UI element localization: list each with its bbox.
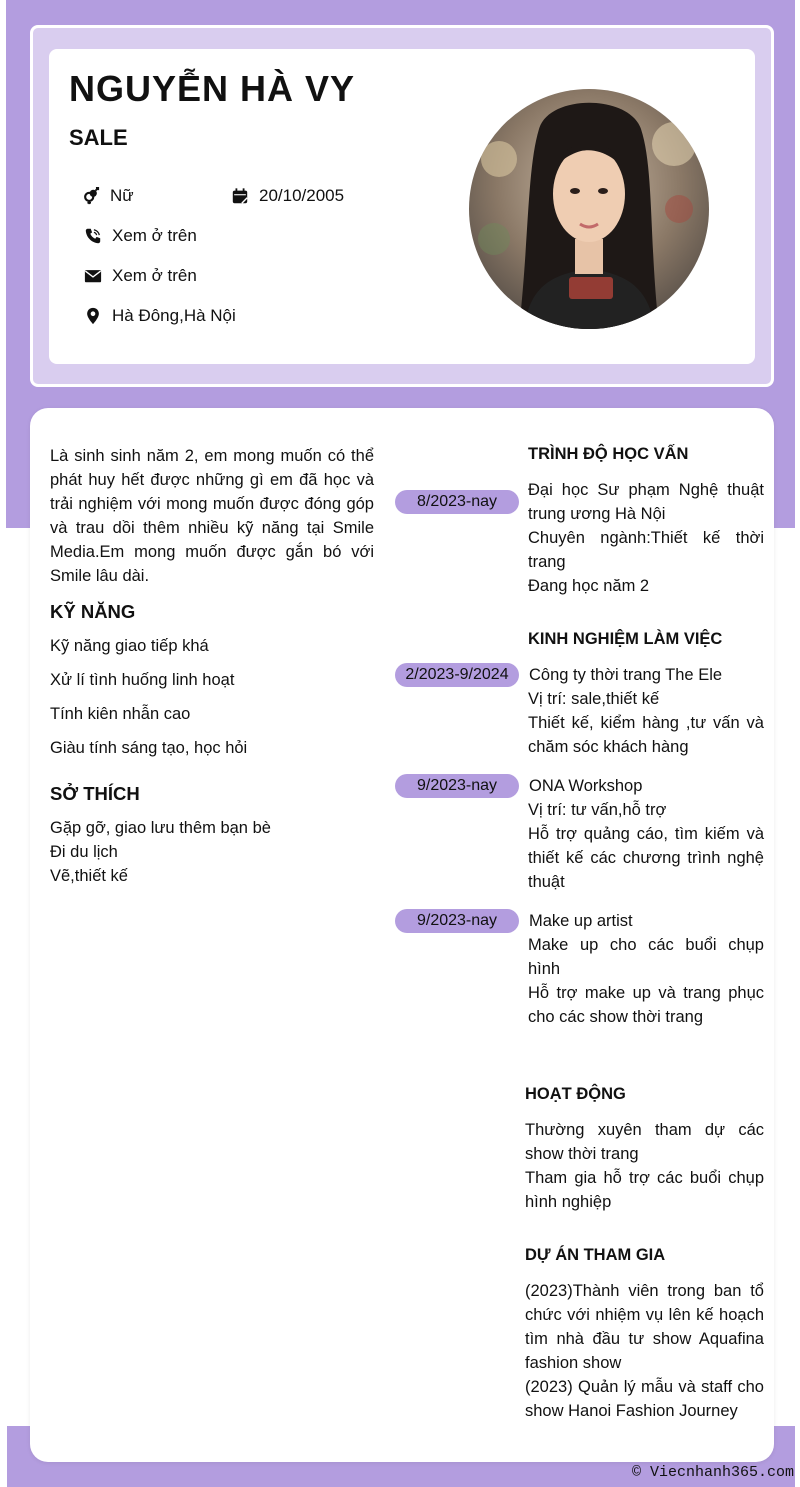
profile-photo bbox=[469, 89, 709, 329]
job-company: Make up artist bbox=[529, 912, 633, 930]
education-period-badge: 8/2023-nay bbox=[395, 490, 519, 514]
job-position: Make up cho các buổi chụp hình bbox=[528, 936, 764, 978]
hobby-item: Gặp gỡ, giao lưu thêm bạn bè bbox=[50, 819, 271, 837]
job-role: SALE bbox=[69, 125, 128, 150]
job-period-badge: 9/2023-nay bbox=[395, 774, 519, 798]
skill-item: Tính kiên nhẫn cao bbox=[50, 705, 191, 723]
activity-item: Tham gia hỗ trợ các buổi chụp hình nghiệp bbox=[525, 1169, 764, 1211]
project-item: (2023) Quản lý mẫu và staff cho show Hanoi Fashion Journey bbox=[525, 1378, 764, 1420]
education-title: TRÌNH ĐỘ HỌC VẤN bbox=[528, 445, 689, 463]
job-company: Công ty thời trang The Ele bbox=[529, 666, 723, 684]
project-item: (2023)Thành viên trong ban tổ chức với nhiệm vụ lên kế hoạch tìm nhà đầu tư show Aquafina fashion show bbox=[525, 1282, 764, 1372]
job-company: ONA Workshop bbox=[529, 777, 643, 795]
birthdate-info bbox=[231, 186, 344, 206]
envelope-icon bbox=[84, 267, 102, 285]
candidate-name: NGUYỄN HÀ VY bbox=[69, 68, 356, 109]
skill-item: Xử lí tình huống linh hoạt bbox=[50, 671, 235, 689]
career-objective: Là sinh sinh năm 2, em mong muốn có thể phát huy hết được những gì em đã học và trải nghiệm với mong muốn được đóng góp và trau dồi thêm nhiều kỹ năng tại Smile Media.Em mong muốn được gắn bó với Smile lâu dài. bbox=[50, 447, 374, 585]
job-period-badge: 9/2023-nay bbox=[395, 909, 519, 933]
education-status: Đang học năm 2 bbox=[528, 577, 650, 595]
gender-info bbox=[82, 186, 134, 206]
phone-value: Xem ở trên bbox=[112, 226, 197, 245]
hobbies-title: SỞ THÍCH bbox=[50, 783, 140, 804]
location-pin-icon bbox=[84, 307, 102, 325]
gender-value: Nữ bbox=[110, 186, 134, 205]
email-value: Xem ở trên bbox=[112, 266, 197, 285]
activity-item: Thường xuyên tham dự các show thời trang bbox=[525, 1121, 764, 1163]
footer-copyright: © Viecnhanh365.com bbox=[631, 1464, 794, 1481]
address-info bbox=[84, 306, 236, 326]
experience-title: KINH NGHIỆM LÀM VIỆC bbox=[528, 630, 723, 648]
skill-item: Giàu tính sáng tạo, học hỏi bbox=[50, 739, 248, 757]
skills-title: KỸ NĂNG bbox=[50, 601, 136, 622]
education-school: Đại học Sư phạm Nghệ thuật trung ương Hà Nội bbox=[528, 481, 764, 523]
education-major: Chuyên ngành:Thiết kế thời trang bbox=[528, 529, 764, 571]
email-info bbox=[84, 266, 197, 286]
birthdate-value: 20/10/2005 bbox=[259, 186, 345, 205]
hobby-item: Vẽ,thiết kế bbox=[50, 867, 128, 885]
activities-title: HOẠT ĐỘNG bbox=[525, 1085, 626, 1103]
address-value: Hà Đông,Hà Nội bbox=[112, 306, 236, 325]
projects-title: DỰ ÁN THAM GIA bbox=[525, 1246, 666, 1264]
phone-icon bbox=[84, 227, 102, 245]
job-position: Vị trí: sale,thiết kế bbox=[528, 690, 660, 708]
job-description: Hỗ trợ make up và trang phục cho các show thời trang bbox=[528, 984, 764, 1026]
skill-item: Kỹ năng giao tiếp khá bbox=[50, 637, 209, 655]
phone-info bbox=[84, 226, 197, 246]
hobby-item: Đi du lịch bbox=[50, 843, 118, 861]
job-description: Hỗ trợ quảng cáo, tìm kiếm và thiết kế các chương trình nghệ thuật bbox=[528, 825, 764, 891]
job-position: Vị trí: tư vấn,hỗ trợ bbox=[528, 801, 667, 819]
gender-icon bbox=[82, 187, 100, 205]
job-period-badge: 2/2023-9/2024 bbox=[395, 663, 519, 687]
job-description: Thiết kế, kiểm hàng ,tư vấn và chăm sóc khách hàng bbox=[528, 714, 764, 756]
calendar-icon bbox=[231, 187, 249, 205]
